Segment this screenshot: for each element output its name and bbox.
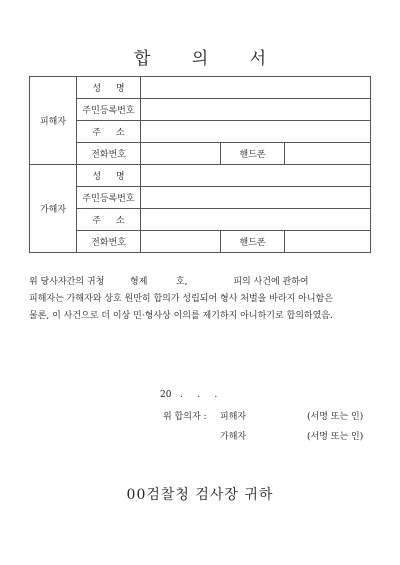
agreement-body-line-1: 위 당사자간의 귀청 형제 호, 피의 사건에 관하여: [29, 277, 309, 287]
victim-name-label: 성 명: [77, 77, 141, 99]
offender-address-row: [30, 209, 371, 231]
offender-address-label: 주 소: [77, 209, 141, 231]
offender-address-field[interactable]: [141, 209, 371, 231]
agreement-body: [29, 274, 371, 325]
victim-phone-field[interactable]: [141, 143, 221, 165]
victim-address-label: 주 소: [77, 121, 141, 143]
agreement-party-table: [29, 76, 371, 253]
victim-rrn-row: [30, 99, 371, 121]
victim-mobile-field[interactable]: [285, 143, 371, 165]
offender-mobile-field[interactable]: [285, 231, 371, 253]
victim-name-row: [30, 77, 371, 99]
offender-name-row: [30, 165, 371, 187]
offender-name-field[interactable]: [141, 165, 371, 187]
victim-address-row: [30, 121, 371, 143]
offender-rrn-label: 주민등록번호: [77, 187, 141, 209]
agreement-body-line-2: 피해자는 가해자와 상호 원만히 합의가 성립되어 형사 처벌을 바라지 아니함은: [29, 294, 333, 304]
signature-victim-label: 피해자: [220, 412, 247, 422]
signature-offender-note: (서명 또는 인): [307, 432, 364, 442]
offender-phone-row: [30, 231, 371, 253]
victim-name-field[interactable]: [141, 77, 371, 99]
victim-phone-row: [30, 143, 371, 165]
victim-phone-label: 전화번호: [77, 143, 141, 165]
offender-rrn-row: [30, 187, 371, 209]
victim-address-field[interactable]: [141, 121, 371, 143]
offender-mobile-label: 핸드폰: [221, 231, 285, 253]
document-title: 합 의 서: [133, 49, 285, 69]
victim-rrn-field[interactable]: [141, 99, 371, 121]
signature-victim-note: (서명 또는 인): [307, 412, 364, 422]
addressee-footer: 00검찰청 검사장 귀하: [126, 487, 274, 503]
agreement-body-line-3: 물론, 이 사건으로 더 이상 민·형사상 이의를 제기하지 아니하기로 합의하였음.: [29, 311, 333, 321]
agreement-date: 20 . . .: [160, 390, 218, 400]
victim-rrn-label: 주민등록번호: [77, 99, 141, 121]
signatory-intro-label: 위 합의자 :: [163, 412, 207, 422]
offender-group-label: 가해자: [30, 165, 77, 253]
offender-phone-label: 전화번호: [77, 231, 141, 253]
victim-group-label: 피해자: [30, 77, 77, 165]
signature-offender-label: 가해자: [220, 432, 247, 442]
offender-phone-field[interactable]: [141, 231, 221, 253]
offender-rrn-field[interactable]: [141, 187, 371, 209]
victim-mobile-label: 핸드폰: [221, 143, 285, 165]
offender-name-label: 성 명: [77, 165, 141, 187]
